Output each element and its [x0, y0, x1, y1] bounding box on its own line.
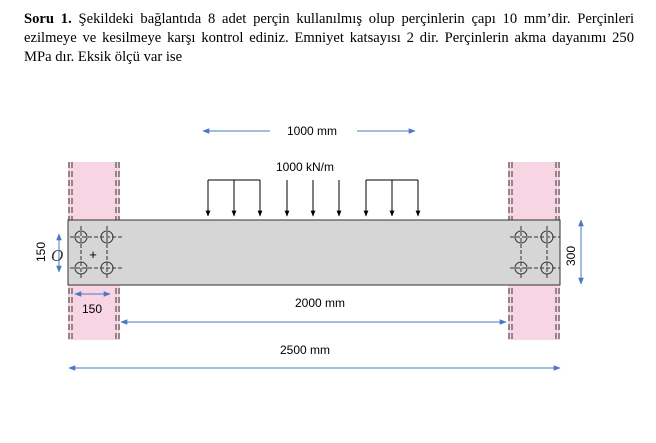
- total-span-label: 2500 mm: [279, 343, 331, 357]
- right-height-label: 300: [564, 245, 578, 267]
- distributed-load-label: 1000 kN/m: [275, 160, 335, 174]
- beam: [68, 220, 560, 285]
- question-number: Soru 1.: [24, 11, 72, 27]
- plus-mark: +: [89, 247, 97, 262]
- origin-mark: O: [51, 246, 64, 265]
- clear-span-label: 2000 mm: [294, 296, 346, 310]
- left-height-label: 150: [34, 241, 48, 263]
- distributed-load: [208, 180, 418, 216]
- load-span-label: 1000 mm: [286, 124, 338, 138]
- left-width-label: 150: [81, 302, 103, 316]
- question-body: Şekildeki bağlantıda 8 adet perçin kullanılmış olup perçinlerin çapı 10 mm’dir. Perçinleri ezilmeye ve kesilmeye karşı kontrol ediniz. Emniyet katsayısı 2 dir. Perçinlerin akma dayanımı 250 MPa dır. Eksik ölçü var ise: [24, 11, 635, 65]
